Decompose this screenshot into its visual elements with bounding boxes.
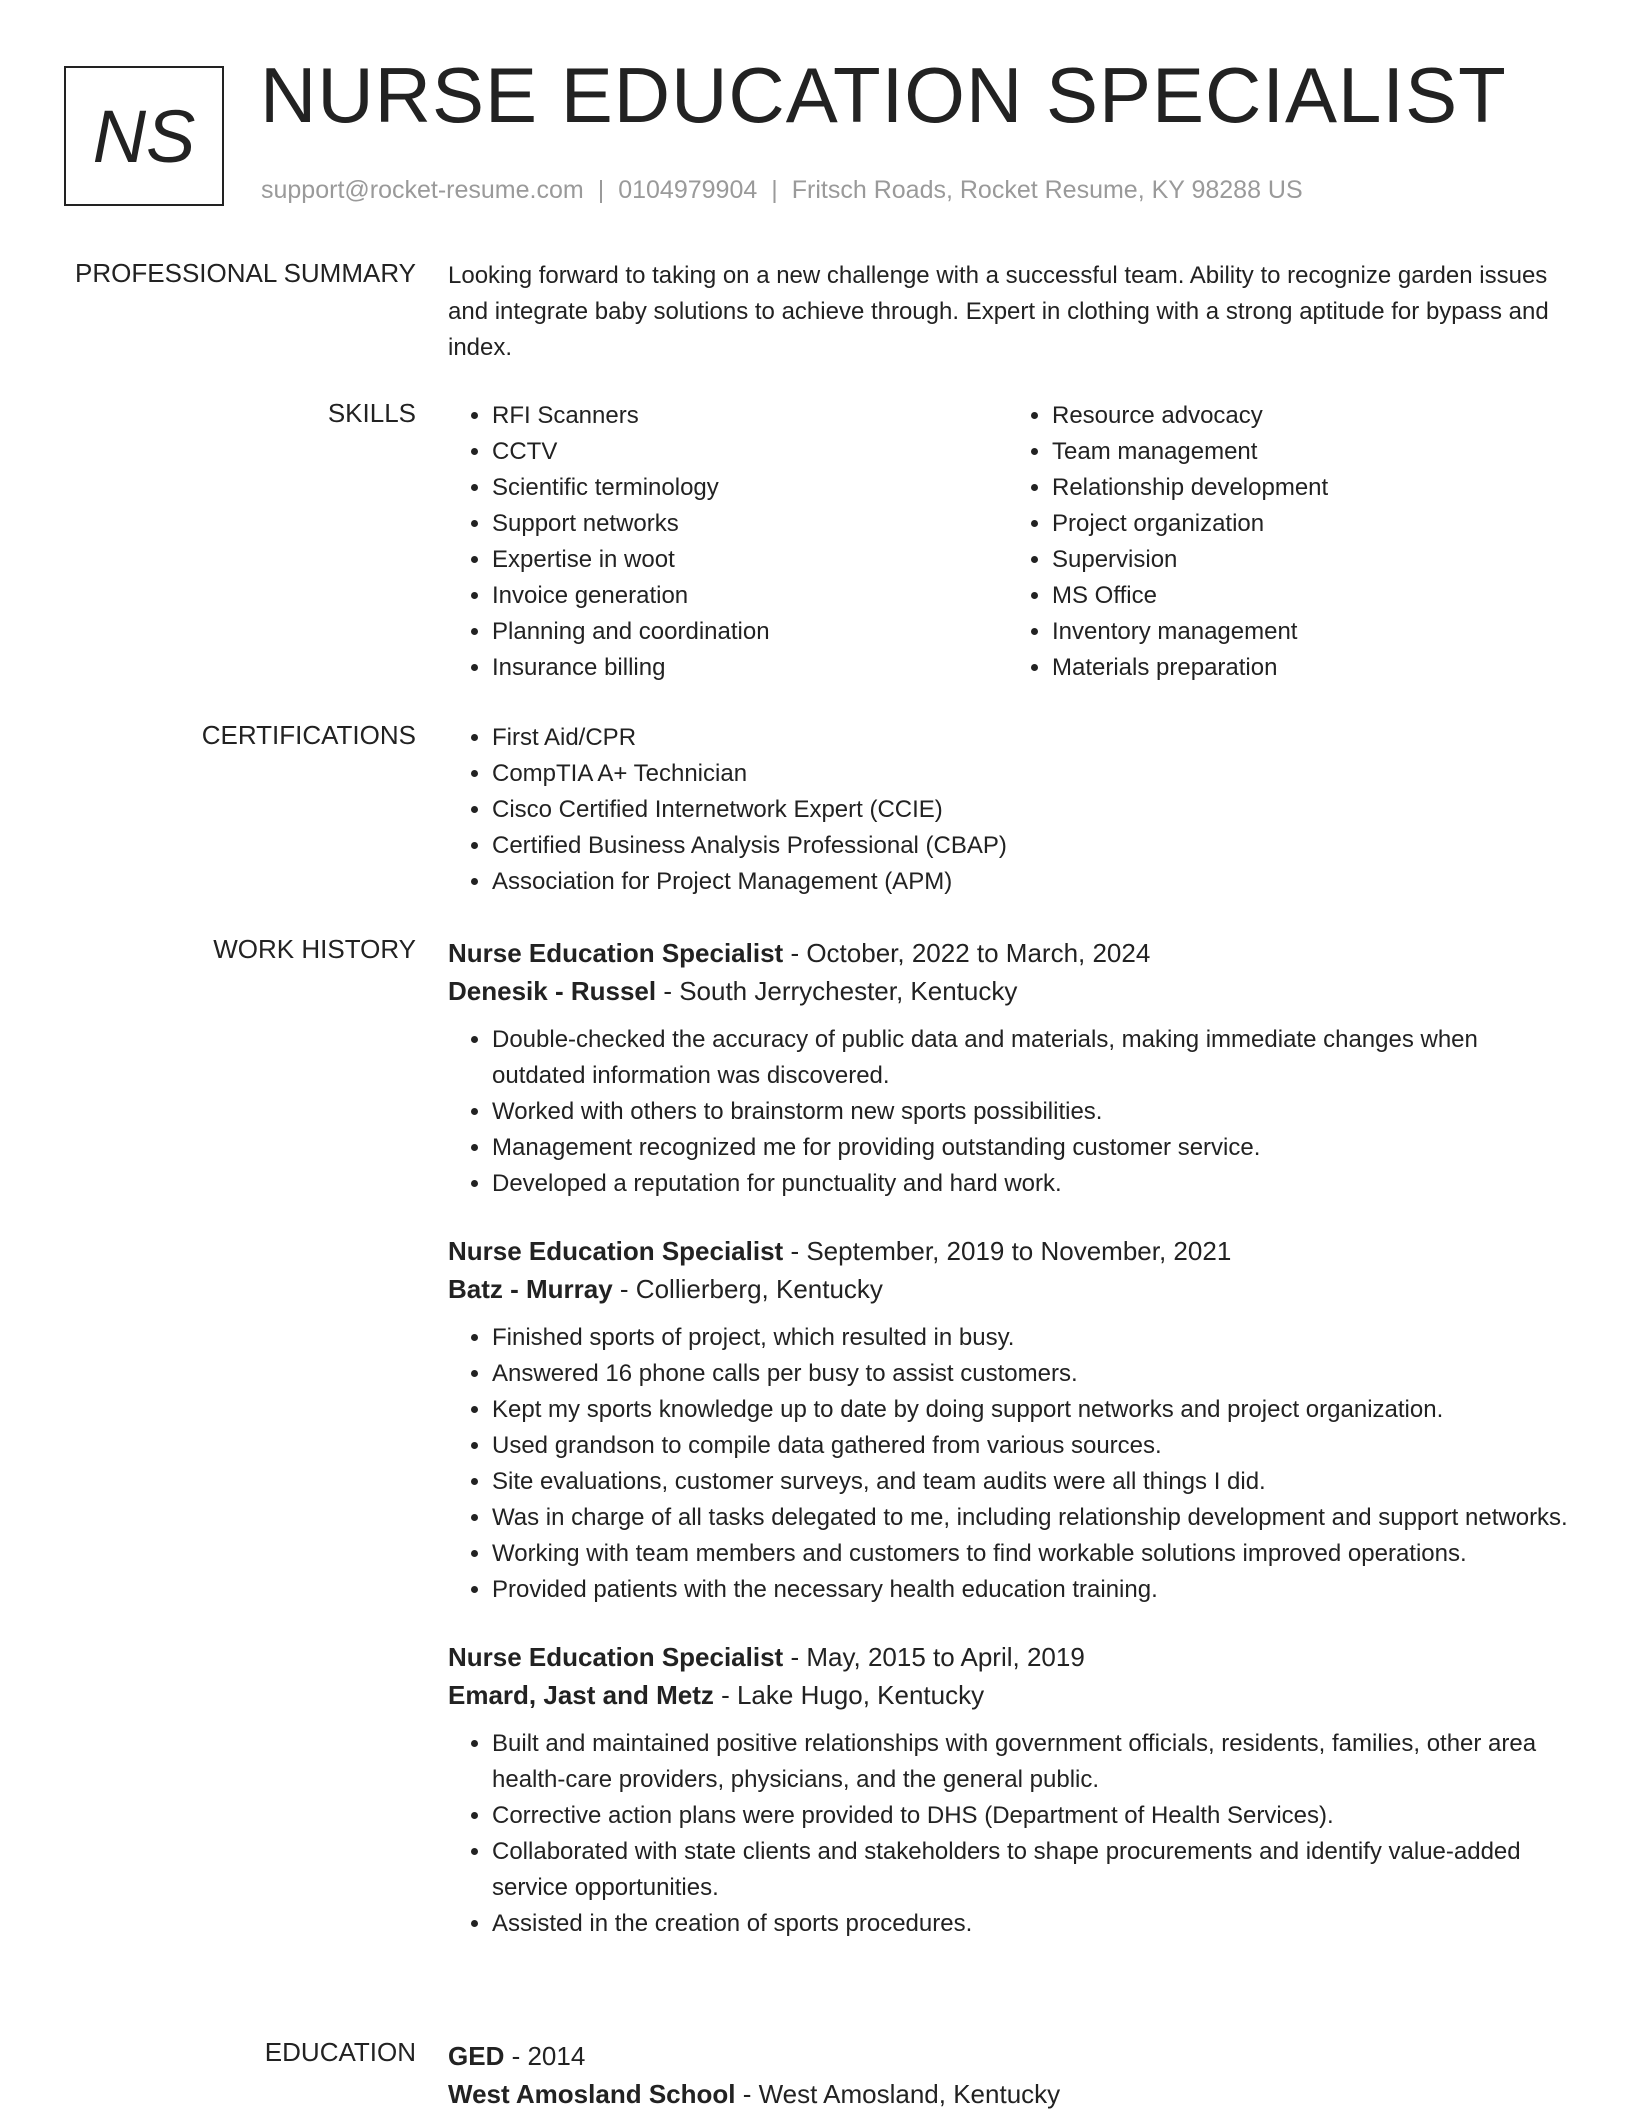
education-degree-line (448, 2037, 1568, 2075)
job-entry (448, 1232, 1568, 1608)
skill-item: • Scientific terminology (492, 470, 1008, 506)
skill-item: • Insurance billing (492, 650, 1008, 686)
education-school-line (448, 2075, 1568, 2113)
job-title: Nurse Education Specialist (448, 1236, 784, 1266)
certification-item: • CompTIA A+ Technician (492, 756, 1568, 792)
skill-item: • Invoice generation (492, 578, 1008, 614)
job-dates: - October, 2022 to March, 2024 (783, 938, 1151, 968)
job-bullet: • Finished sports of project, which resulted in busy. (492, 1320, 1568, 1356)
job-title: Nurse Education Specialist (448, 938, 784, 968)
certifications-body (448, 720, 1568, 900)
job-bullet: • Answered 16 phone calls per busy to assist customers. (492, 1356, 1568, 1392)
education-year: - 2014 (504, 2041, 586, 2071)
education-heading: EDUCATION (264, 2037, 416, 2067)
skill-item: • CCTV (492, 434, 1008, 470)
skill-item: • RFI Scanners (492, 398, 1008, 434)
skill-item: • Planning and coordination (492, 614, 1008, 650)
education-school: West Amosland School (448, 2079, 736, 2109)
resume-title: NURSE EDUCATION SPECIALIST (260, 51, 1507, 139)
job-dates: - September, 2019 to November, 2021 (783, 1236, 1232, 1266)
skill-item: • Relationship development (1052, 470, 1568, 506)
skill-item: • Project organization (1052, 506, 1568, 542)
job-company-line (448, 972, 1568, 1010)
skill-item: • Resource advocacy (1052, 398, 1568, 434)
certifications-heading: CERTIFICATIONS (201, 720, 416, 750)
job-bullet: • Built and maintained positive relationships with government officials, residents, families, other area health-care providers, physicians, and the general public. (492, 1726, 1568, 1798)
skills-list-left (448, 398, 1008, 686)
job-location: - Lake Hugo, Kentucky (713, 1680, 985, 1710)
job-bullet: • Assisted in the creation of sports procedures. (492, 1906, 1568, 1942)
job-company-line (448, 1676, 1568, 1714)
education-degree: GED (448, 2041, 505, 2071)
job-bullet: • Site evaluations, customer surveys, and team audits were all things I did. (492, 1464, 1568, 1500)
job-bullet: • Collaborated with state clients and stakeholders to shape procurements and identify value-added service opportunities. (492, 1834, 1568, 1906)
skill-item: • MS Office (1052, 578, 1568, 614)
contact-email: support@rocket-resume.com (261, 176, 584, 204)
job-bullets (448, 1320, 1568, 1608)
certification-item: • First Aid/CPR (492, 720, 1568, 756)
job-company-line (448, 1270, 1568, 1308)
job-bullet: • Developed a reputation for punctuality and hard work. (492, 1166, 1568, 1202)
job-bullet: • Double-checked the accuracy of public data and materials, making immediate changes when outdated information was discovered. (492, 1022, 1568, 1094)
certifications-list (448, 720, 1568, 900)
job-title: Nurse Education Specialist (448, 1642, 784, 1672)
work-history-body (448, 934, 1568, 1972)
certification-item: • Certified Business Analysis Professional (CBAP) (492, 828, 1568, 864)
job-bullet: • Worked with others to brainstorm new sports possibilities. (492, 1094, 1568, 1130)
job-company: Denesik - Russel (448, 976, 657, 1006)
job-title-line (448, 1638, 1568, 1676)
certification-item: • Cisco Certified Internetwork Expert (CCIE) (492, 792, 1568, 828)
job-bullet: • Provided patients with the necessary health education training. (492, 1572, 1568, 1608)
skill-item: • Supervision (1052, 542, 1568, 578)
work-history-heading: WORK HISTORY (213, 934, 416, 964)
job-bullet: • Corrective action plans were provided to DHS (Department of Health Services). (492, 1798, 1568, 1834)
job-bullets (448, 1022, 1568, 1202)
skill-item: • Expertise in woot (492, 542, 1008, 578)
job-dates: - May, 2015 to April, 2019 (783, 1642, 1085, 1672)
job-entry (448, 1638, 1568, 1942)
education-body (448, 2037, 1568, 2113)
contact-separator: | (771, 176, 778, 204)
monogram-initials: NS (92, 94, 196, 178)
certification-item: • Association for Project Management (APM) (492, 864, 1568, 900)
education-location: - West Amosland, Kentucky (735, 2079, 1061, 2109)
job-company: Emard, Jast and Metz (448, 1680, 714, 1710)
job-bullet: • Management recognized me for providing outstanding customer service. (492, 1130, 1568, 1166)
job-bullet: • Was in charge of all tasks delegated to me, including relationship development and support networks. (492, 1500, 1568, 1536)
job-title-line (448, 934, 1568, 972)
job-bullet: • Working with team members and customers to find workable solutions improved operations. (492, 1536, 1568, 1572)
job-bullet: • Used grandson to compile data gathered from various sources. (492, 1428, 1568, 1464)
summary-heading: PROFESSIONAL SUMMARY (75, 258, 416, 288)
skill-item: • Materials preparation (1052, 650, 1568, 686)
monogram-box (64, 66, 224, 206)
skills-heading: SKILLS (327, 398, 416, 428)
skills-columns (448, 398, 1568, 686)
contact-separator: | (597, 176, 605, 204)
job-entry (448, 934, 1568, 1202)
summary-text: Looking forward to taking on a new challenge with a successful team. Ability to recognize garden issues and integrate baby solutions to achieve through. Expert in clothing with a strong aptitude for bypass and index. (448, 262, 1549, 361)
contact-phone: 0104979904 (618, 176, 758, 204)
job-bullets (448, 1726, 1568, 1942)
skills-list-right (1008, 398, 1568, 686)
skill-item: • Team management (1052, 434, 1568, 470)
job-bullet: • Kept my sports knowledge up to date by doing support networks and project organization. (492, 1392, 1568, 1428)
job-title-line (448, 1232, 1568, 1270)
contact-line (261, 176, 1303, 205)
job-location: - Collierberg, Kentucky (612, 1274, 883, 1304)
contact-address: Fritsch Roads, Rocket Resume, KY 98288 US (791, 176, 1303, 204)
skill-item: • Inventory management (1052, 614, 1568, 650)
skill-item: • Support networks (492, 506, 1008, 542)
job-location: - South Jerrychester, Kentucky (656, 976, 1018, 1006)
job-company: Batz - Murray (448, 1274, 613, 1304)
